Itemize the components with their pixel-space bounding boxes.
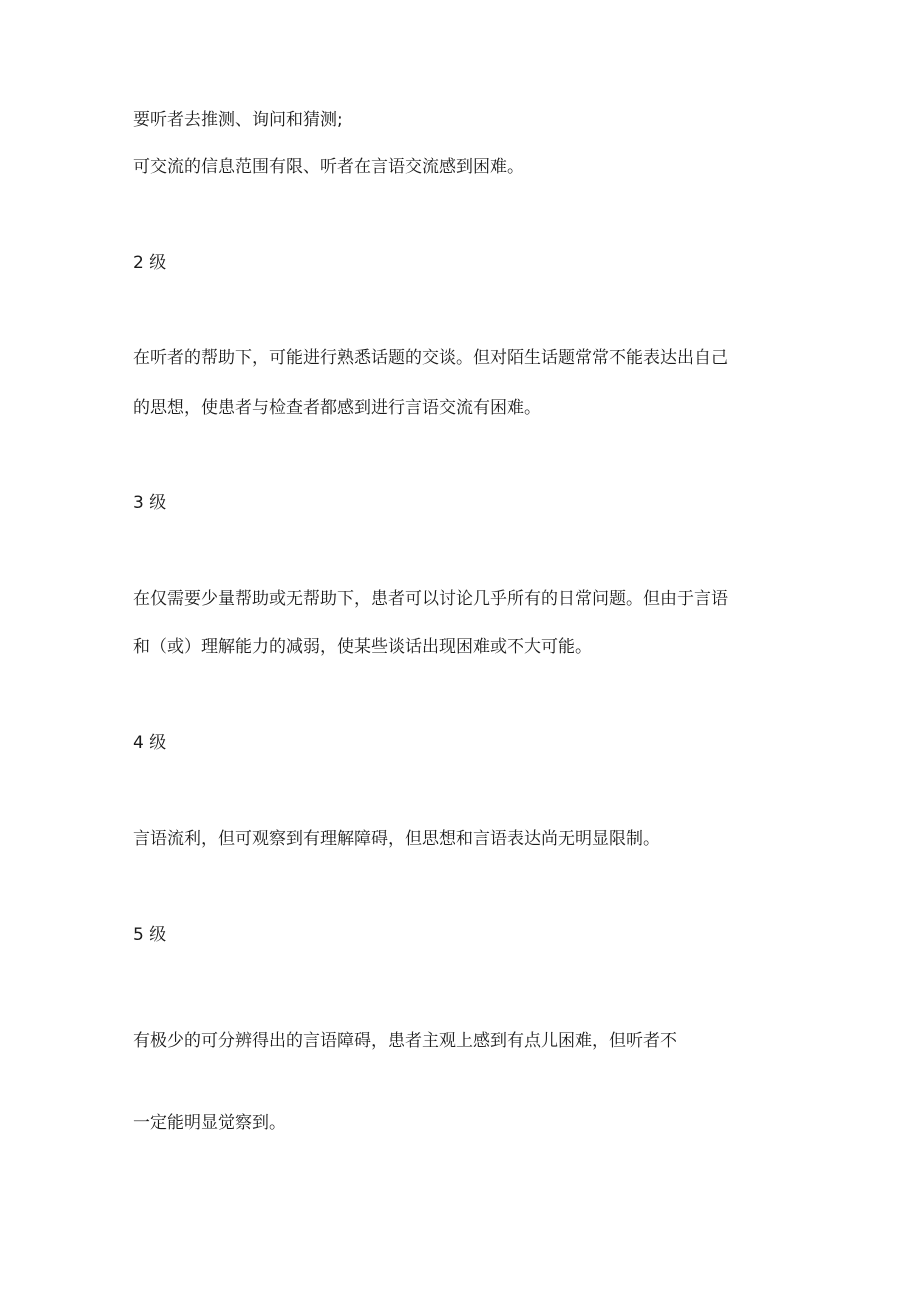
intro-line: 要听者去推测、询问和猜测;: [133, 110, 343, 130]
level-heading: 5 级: [133, 925, 167, 945]
level-heading: 4 级: [133, 733, 167, 753]
intro-line: 可交流的信息范围有限、听者在言语交流感到困难。: [133, 157, 524, 177]
level-description-line: 言语流利，但可观察到有理解障碍，但思想和言语表达尚无明显限制。: [133, 829, 660, 849]
level-description-line: 在仅需要少量帮助或无帮助下，患者可以讨论几乎所有的日常问题。但由于言语: [133, 589, 728, 609]
level-heading: 2 级: [133, 253, 167, 273]
level-description-line: 和（或）理解能力的减弱，使某些谈话出现困难或不大可能。: [133, 637, 592, 657]
level-description-line: 有极少的可分辨得出的言语障碍，患者主观上感到有点儿困难，但听者不: [133, 1031, 677, 1051]
level-description-line: 的思想，使患者与检查者都感到进行言语交流有困难。: [133, 398, 541, 418]
level-description-line: 一定能明显觉察到。: [133, 1113, 286, 1133]
level-description-line: 在听者的帮助下，可能进行熟悉话题的交谈。但对陌生话题常常不能表达出自己: [133, 348, 728, 368]
level-heading: 3 级: [133, 493, 167, 513]
